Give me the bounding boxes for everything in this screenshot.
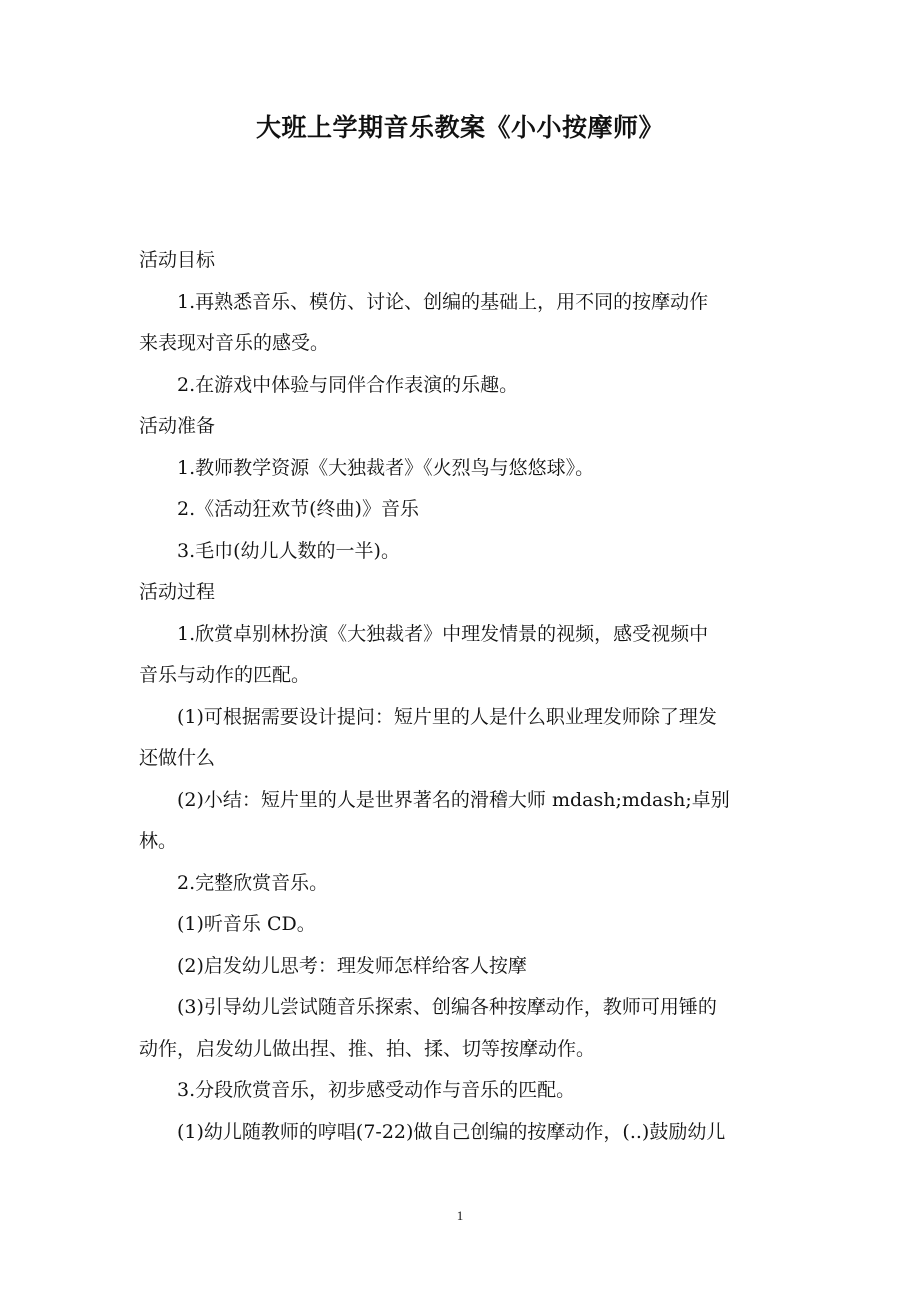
body-line: 2.在游戏中体验与同伴合作表演的乐趣。 (177, 373, 519, 396)
body-line: 1.教师教学资源《大独裁者》《火烈鸟与悠悠球》。 (177, 456, 595, 479)
body-line: 2.《活动狂欢节(终曲)》音乐 (177, 498, 419, 520)
body-line: 3.分段欣赏音乐，初步感受动作与音乐的匹配。 (177, 1079, 576, 1101)
body-line: 动作，启发幼儿做出捏、推、拍、揉、切等按摩动作。 (139, 1037, 596, 1060)
document-title: 大班上学期音乐教案《小小按摩师》 (255, 113, 664, 142)
body-line: (2)小结：短片里的人是世界著名的滑稽大师 mdash;mdash;卓别 (177, 788, 730, 811)
page-number: 1 (456, 1208, 464, 1223)
body-line: (1)可根据需要设计提问：短片里的人是什么职业理发师除了理发 (177, 705, 717, 728)
body-line: 来表现对音乐的感受。 (139, 332, 330, 354)
body-line: 3.毛巾(幼儿人数的一半)。 (177, 539, 400, 562)
body-line: (1)听音乐 CD。 (177, 913, 316, 935)
body-line: 活动准备 (139, 415, 216, 437)
body-line: (3)引导幼儿尝试随音乐探索、创编各种按摩动作，教师可用锤的 (177, 996, 717, 1018)
body-line: 1.欣赏卓别林扮演《大独裁者》中理发情景的视频，感受视频中 (177, 622, 709, 645)
body-line: 林。 (139, 830, 178, 852)
body-line: (2)启发幼儿思考：理发师怎样给客人按摩 (177, 954, 527, 977)
document-body (139, 240, 785, 1153)
body-line: 活动目标 (139, 249, 216, 271)
body-line: 还做什么 (139, 747, 216, 769)
body-line: 活动过程 (139, 581, 216, 603)
body-line: 1.再熟悉音乐、模仿、讨论、创编的基础上，用不同的按摩动作 (177, 290, 709, 313)
body-line: 2.完整欣赏音乐。 (177, 871, 329, 894)
body-line: 音乐与动作的匹配。 (139, 664, 311, 686)
body-line: (1)幼儿随教师的哼唱(7-22)做自己创编的按摩动作，(..)鼓励幼儿 (177, 1120, 726, 1143)
